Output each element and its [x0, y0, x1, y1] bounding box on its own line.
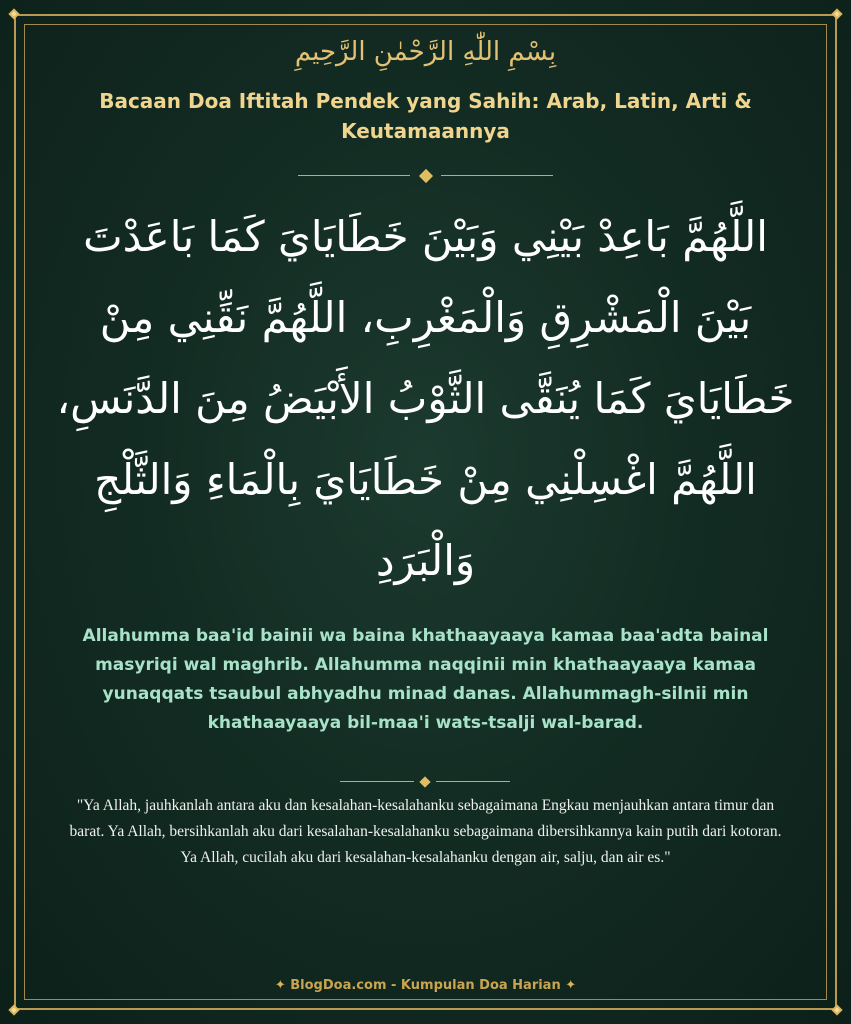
diamond-ornament-icon	[419, 776, 430, 787]
page-title: Bacaan Doa Iftitah Pendek yang Sahih: Arab, Latin, Arti & Keutamaannya	[99, 89, 752, 143]
divider	[0, 775, 851, 789]
doa-latin-text: Allahumma baa'id bainii wa baina khathaayaaya kamaa baa'adta bainal masyriqi wal maghrib. Allahumma naqqinii min khathaayaaya kamaa yunaqqats tsaubul abhyadhu minad danas. Allahummagh-silnii min khathaayaaya bil-maa'i wats-tsalji wal-barad.	[82, 626, 769, 733]
footer-text: BlogDoa.com - Kumpulan Doa Harian	[290, 978, 561, 993]
bismillah: بِسْمِ اللّٰهِ الرَّحْمٰنِ الرَّحِيمِ	[294, 37, 557, 67]
divider-line	[298, 175, 410, 176]
star-icon: ✦	[565, 978, 577, 993]
star-icon: ✦	[274, 978, 286, 993]
doa-arabic-text: اللَّهُمَّ بَاعِدْ بَيْنِي وَبَيْنَ خَطَايَايَ كَمَا بَاعَدْتَ بَيْنَ الْمَشْرِقِ وَالْمَغْرِبِ، اللَّهُمَّ نَقِّنِي مِنْ خَطَايَايَ كَمَا يُنَقَّى الثَّوْبُ الأَبْيَضُ مِنَ الدَّنَسِ، اللَّهُمَّ اغْسِلْنِي مِنْ خَطَايَايَ بِالْمَاءِ وَالثَّلْجِ وَالْبَرَدِ	[56, 212, 795, 585]
divider	[0, 169, 851, 183]
divider-line	[436, 781, 510, 782]
doa-translation-text: "Ya Allah, jauhkanlah antara aku dan kesalahan-kesalahanku sebagaimana Engkau menjauhkan antara timur dan barat. Ya Allah, bersihkanlah aku dari kesalahan-kesalahanku sebagaimana dibersihkannya kain putih dari kotoran. Ya Allah, cucilah aku dari kesalahan-kesalahanku dengan air, salju, dan air es."	[69, 797, 782, 866]
diamond-ornament-icon	[419, 169, 433, 183]
divider-line	[340, 781, 414, 782]
divider-line	[441, 175, 553, 176]
footer	[0, 976, 851, 996]
